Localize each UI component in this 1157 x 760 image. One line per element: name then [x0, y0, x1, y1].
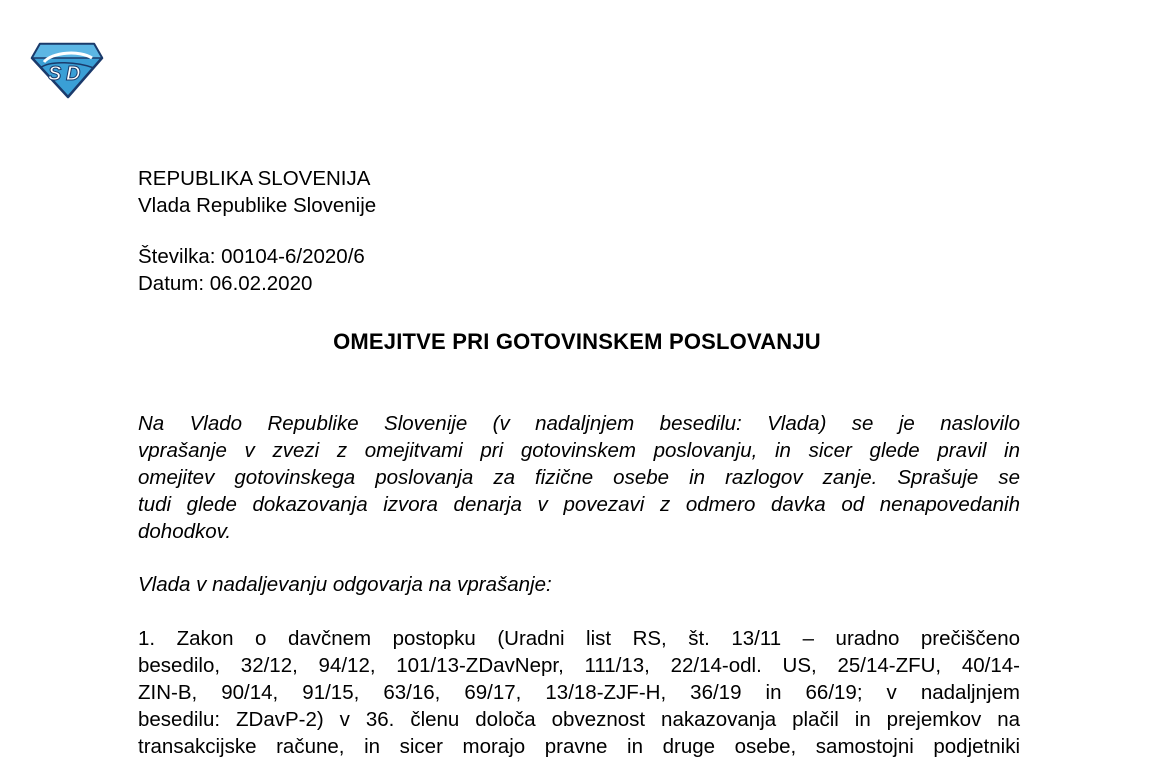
- point-1-line: transakcijske račune, in sicer morajo pravne in druge osebe, samostojni podjetniki: [138, 735, 1020, 758]
- intro-line: Na Vlado Republike Slovenije (v nadaljnjem besedilu: Vlada) se je naslovilo: [138, 412, 1020, 435]
- government-logo: [30, 40, 104, 100]
- answer-intro-text: Vlada v nadaljevanju odgovarja na vprašanje:: [138, 573, 552, 596]
- point-1-line: besedilu: ZDavP-2) v 36. členu določa obveznost nakazovanja plačil in prejemkov na: [138, 708, 1020, 731]
- intro-line: tudi glede dokazovanja izvora denarja v povezavi z odmero davka od nenapovedanih: [138, 493, 1020, 516]
- point-1-paragraph: [138, 625, 1020, 760]
- header-republic: REPUBLIKA SLOVENIJA: [138, 167, 371, 190]
- intro-paragraph: [138, 410, 1020, 545]
- svg-text:S: S: [48, 63, 62, 85]
- intro-line: vprašanje v zvezi z omejitvami pri gotovinskem poslovanju, in sicer glede pravil in: [138, 439, 1020, 462]
- document-date: Datum: 06.02.2020: [138, 272, 313, 295]
- point-1-line: besedilo, 32/12, 94/12, 101/13-ZDavNepr, 111/13, 22/14-odl. US, 25/14-ZFU, 40/14-: [138, 654, 1020, 677]
- document-title: OMEJITVE PRI GOTOVINSKEM POSLOVANJU: [333, 329, 821, 354]
- point-1-line: 1. Zakon o davčnem postopku (Uradni list RS, št. 13/11 – uradno prečiščeno: [138, 627, 1020, 650]
- header-government: Vlada Republike Slovenije: [138, 194, 377, 217]
- intro-line: omejitev gotovinskega poslovanja za fizične osebe in razlogov zanje. Sprašuje se: [138, 466, 1020, 489]
- document-header: [138, 165, 1020, 297]
- document-number: Številka: 00104-6/2020/6: [138, 245, 365, 268]
- answer-intro: [138, 571, 1020, 598]
- intro-line: dohodkov.: [138, 520, 232, 543]
- svg-text:D: D: [66, 63, 81, 85]
- point-1-line: ZIN-B, 90/14, 91/15, 63/16, 69/17, 13/18-ZJF-H, 36/19 in 66/19; v nadaljnjem: [138, 681, 1020, 704]
